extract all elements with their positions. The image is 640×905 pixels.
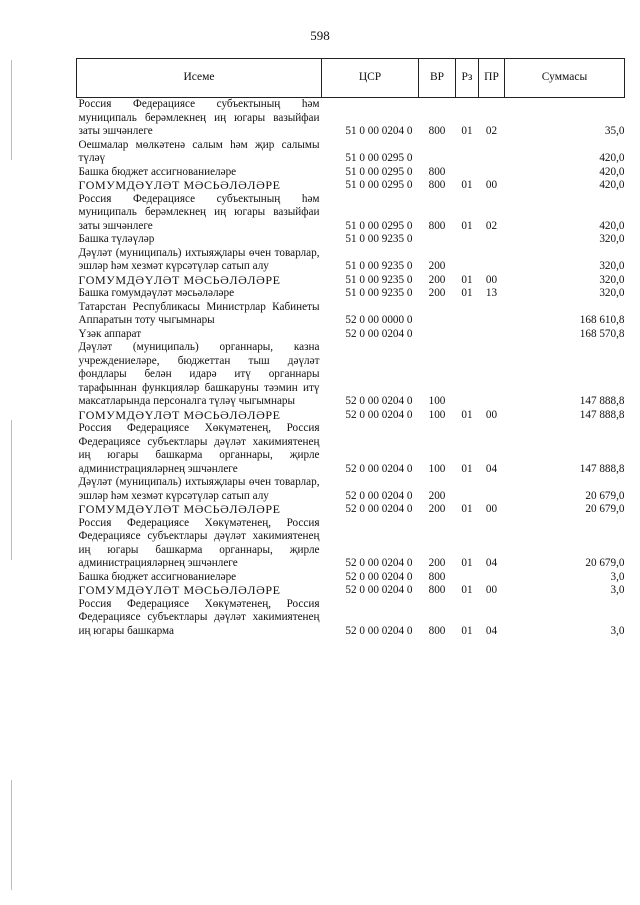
cell-sum: 420,0 [599,179,625,191]
cell-sum: 20 679,0 [585,489,625,502]
cell-pr [479,341,505,409]
cell-name: ГОМУМДӘҮЛӘТ МӘСЬӘЛӘЛӘРЕ [78,502,281,516]
cell-csr: 52 0 00 0000 0 [345,314,413,326]
cell-vr: 100 [428,395,446,407]
table-row [77,98,625,139]
cell-name: Башка гомумдәүләт мәсьәләләре [78,287,235,299]
cell-sum: 3,0 [610,570,625,583]
table-row [77,179,625,193]
cell-vr: 200 [428,489,446,502]
cell-vr: 100 [428,408,446,421]
cell-rz: 01 [461,408,473,421]
cell-sum: 320,0 [599,273,625,286]
cell-sum: 147 888,8 [579,408,625,421]
cell-sum: 168 610,8 [579,314,625,326]
cell-rz [456,571,479,585]
cell-vr [419,301,456,328]
header-vr: ВР [419,59,456,98]
cell-csr: 51 0 00 9235 0 [345,273,413,286]
cell-sum: 320,0 [599,287,625,299]
table-row [77,166,625,180]
cell-pr: 00 [485,179,498,191]
cell-pr: 02 [485,219,498,232]
cell-pr [479,476,505,503]
cell-vr: 800 [428,179,446,191]
header-sum: Суммасы [505,59,625,98]
cell-vr: 200 [428,503,446,515]
cell-sum: 320,0 [599,233,625,245]
cell-sum: 420,0 [599,219,625,232]
cell-vr: 200 [428,260,446,272]
cell-sum: 147 888,8 [579,462,625,475]
cell-vr: 800 [428,165,446,178]
table-row [77,193,625,234]
cell-csr: 51 0 00 9235 0 [345,260,413,272]
table-row [77,274,625,288]
cell-pr: 00 [485,273,498,286]
cell-name: Дәүләт (муниципаль) ихтыяҗлары өчен товарлар, эшләр һәм хезмәт күрсәтүләр сатып алу [78,246,320,272]
cell-rz: 01 [461,584,473,596]
cell-sum: 147 888,8 [579,395,625,407]
cell-csr: 52 0 00 0204 0 [345,570,413,583]
cell-rz: 01 [461,125,473,137]
cell-rz: 01 [461,219,473,232]
cell-csr: 52 0 00 0204 0 [345,408,413,421]
cell-name: Россия Федерациясе Хөкүмәтенең, Россия Федерациясе субъектлары дәүләт хакимиятенең иң югары башкарма органнары, җирле администрацияләрнең эшчәнлеге [78,516,320,569]
cell-sum: 320,0 [599,260,625,272]
cell-rz [456,341,479,409]
cell-name: Дәүләт (муниципаль) органнары, казна учреждениеләре, бюджеттан тыш дәүләт фондлары белән идарә итү органнары тарафыннан функцияләр башкаруны тәэмин итү максатларында персоналга түләү чыгымнары [78,341,320,407]
cell-vr: 200 [428,287,446,299]
table-row [77,476,625,503]
cell-rz [456,301,479,328]
cell-pr [479,247,505,274]
cell-rz [456,476,479,503]
cell-rz: 01 [461,624,473,637]
cell-pr: 04 [485,624,498,637]
cell-vr [419,139,456,166]
cell-pr: 04 [485,557,498,569]
cell-name: Татарстан Республикасы Министрлар Кабинеты Аппаратын тоту чыгымнары [78,300,320,326]
cell-pr: 00 [485,408,498,421]
cell-pr: 04 [485,462,498,475]
table-row [77,287,625,301]
table-row [77,247,625,274]
table-row [77,139,625,166]
cell-name: ГОМУМДӘҮЛӘТ МӘСЬӘЛӘЛӘРЕ [78,407,281,422]
cell-sum: 420,0 [599,152,625,164]
cell-pr: 02 [485,125,498,137]
cell-csr: 51 0 00 0295 0 [345,152,413,164]
cell-name: ГОМУМДӘҮЛӘТ МӘСЬӘЛӘЛӘРЕ [78,178,281,192]
budget-table [76,58,625,638]
cell-rz: 01 [461,179,473,191]
header-rz: Рз [456,59,479,98]
cell-sum: 420,0 [599,165,625,178]
cell-pr: 00 [485,503,498,515]
cell-csr: 51 0 00 0295 0 [345,165,413,178]
header-name: Исеме [77,59,322,98]
cell-pr [479,301,505,328]
cell-rz: 01 [461,557,473,569]
cell-rz: 01 [461,273,473,286]
cell-rz: 01 [461,287,473,299]
cell-csr: 52 0 00 0204 0 [345,395,413,407]
cell-rz [456,247,479,274]
cell-pr [479,139,505,166]
cell-sum: 20 679,0 [585,557,625,569]
table-row [77,328,625,342]
cell-csr: 52 0 00 0204 0 [345,557,413,569]
cell-name: Россия Федерациясе субъектының һәм муниципаль берәмлекнең иң югары вазыйфаи заты эшчәнлеге [78,98,320,137]
cell-name: Россия Федерациясе Хөкүмәтенең, Россия Федерациясе субъектлары дәүләт хакимиятенең иң югары башкарма [78,597,320,637]
cell-pr [479,328,505,342]
header-csr: ЦСР [322,59,419,98]
cell-rz [456,233,479,247]
cell-vr: 800 [428,570,446,583]
cell-csr: 51 0 00 9235 0 [345,287,413,299]
table-row [77,409,625,423]
cell-name: Башка бюджет ассигнованиеләре [78,165,237,178]
cell-csr: 51 0 00 9235 0 [345,233,413,245]
table-row [77,598,625,639]
cell-rz: 01 [461,462,473,475]
cell-vr: 800 [428,624,446,637]
cell-vr [419,328,456,342]
cell-vr [419,233,456,247]
cell-pr: 13 [485,287,498,299]
cell-pr: 00 [485,584,498,596]
table-row [77,517,625,571]
header-pr: ПР [479,59,505,98]
table-header-row [77,59,625,98]
cell-csr: 52 0 00 0204 0 [345,462,413,475]
cell-pr [479,233,505,247]
cell-vr: 100 [428,462,446,475]
table-row [77,233,625,247]
cell-csr: 51 0 00 0295 0 [345,179,413,191]
cell-csr: 52 0 00 0204 0 [345,584,413,596]
cell-pr [479,166,505,180]
table-row [77,571,625,585]
cell-name: Башка түләүләр [78,233,155,245]
cell-name: Россия Федерациясе субъектының һәм муниципаль берәмлекнең иң югары вазыйфаи заты эшчәнлеге [78,192,320,232]
cell-csr: 52 0 00 0204 0 [345,503,413,515]
page-number: 598 [310,28,330,43]
cell-rz [456,328,479,342]
table-row [77,584,625,598]
table-row [77,301,625,328]
scan-margin-line [11,60,12,160]
cell-csr: 51 0 00 0204 0 [345,125,413,137]
cell-sum: 3,0 [610,624,625,637]
cell-sum: 168 570,8 [579,327,625,340]
table-row [77,503,625,517]
cell-rz [456,166,479,180]
cell-rz [456,139,479,166]
table-row [77,422,625,476]
cell-name: Дәүләт (муниципаль) ихтыяҗлары өчен товарлар, эшләр һәм хезмәт күрсәтүләр сатып алу [78,476,320,502]
cell-rz: 01 [461,503,473,515]
cell-csr: 52 0 00 0204 0 [345,327,413,340]
cell-csr: 52 0 00 0204 0 [345,489,413,502]
cell-vr: 800 [428,219,446,232]
cell-name: ГОМУМДӘҮЛӘТ МӘСЬӘЛӘЛӘРЕ [78,583,281,597]
cell-name: ГОМУМДӘҮЛӘТ МӘСЬӘЛӘЛӘРЕ [78,272,281,287]
scan-margin-line [11,420,12,560]
cell-name: Оешмалар мөлкәтенә салым һәм җир салымы түләү [78,138,320,164]
cell-name: Башка бюджет ассигнованиеләре [78,570,237,583]
table-body [77,98,625,639]
cell-sum: 3,0 [610,584,625,596]
cell-sum: 35,0 [604,125,625,137]
cell-csr: 51 0 00 0295 0 [345,219,413,232]
cell-vr: 200 [428,273,446,286]
cell-sum: 20 679,0 [585,503,625,515]
cell-vr: 200 [428,557,446,569]
cell-vr: 800 [428,584,446,596]
scan-margin-line [11,780,12,890]
cell-name: Россия Федерациясе Хөкүмәтенең, Россия Федерациясе субъектлары дәүләт хакимиятенең иң югары башкарма органнары, җирле администрацияләрнең эшчәнлеге [78,422,320,475]
cell-name: Үзәк аппарат [78,327,142,340]
cell-csr: 52 0 00 0204 0 [345,624,413,637]
table-row [77,341,625,409]
cell-vr: 800 [428,125,446,137]
cell-pr [479,571,505,585]
